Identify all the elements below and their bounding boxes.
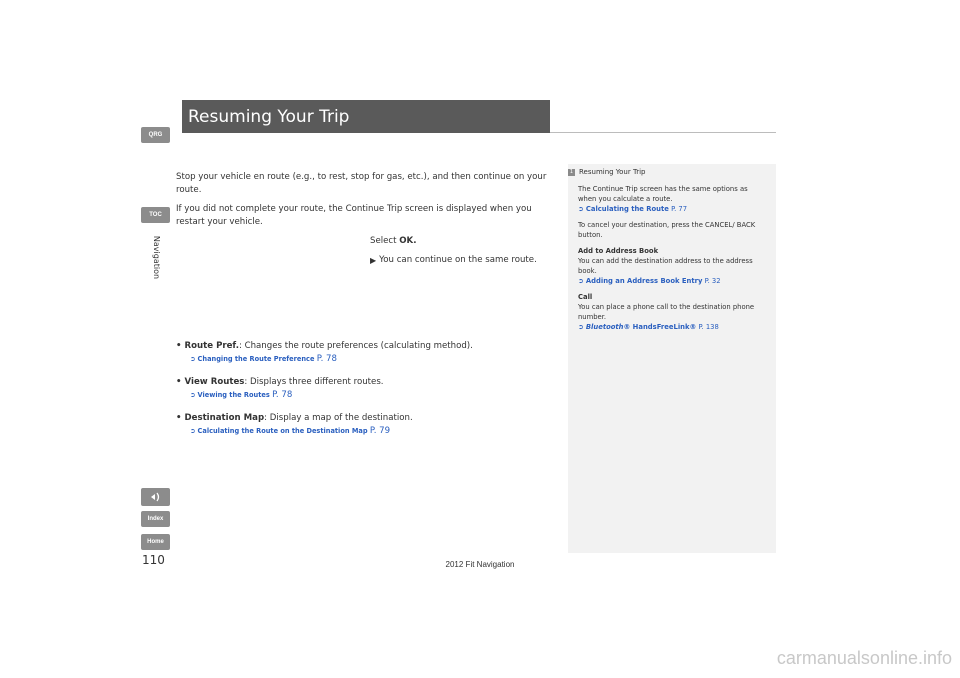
toc-tab[interactable]: TOC: [141, 207, 170, 223]
reference-arrow-icon: ➲: [190, 391, 196, 399]
sidebar-note: Add to Address Book You can add the destination address to the address book. ➲ Adding an Address Book Entry P. 32: [578, 247, 753, 285]
footer-text: 2012 Fit Navigation: [445, 560, 515, 569]
title-divider: [550, 132, 776, 133]
main-content: [176, 171, 551, 267]
result-arrow-icon: ▶: [370, 256, 377, 265]
reference-arrow-icon: ➲: [190, 427, 196, 435]
reference-arrow-icon: ➲: [578, 277, 584, 285]
page-number: 110: [142, 553, 165, 567]
note-marker-icon: 1: [569, 169, 574, 175]
cross-reference-link[interactable]: Bluetooth® HandsFreeLink®: [585, 323, 697, 331]
sidebar-notes: [568, 164, 776, 553]
continue-paragraph: If you did not complete your route, the Continue Trip screen is displayed when you restart your vehicle.: [176, 204, 532, 227]
home-button[interactable]: Home: [141, 534, 170, 550]
intro-paragraph: Stop your vehicle en route (e.g., to rest, stop for gas, etc.), and then continue on your route.: [176, 172, 547, 195]
list-item: • Destination Map: Display a map of the destination. ➲ Calculating the Route on the Destination Map P. 79: [176, 412, 556, 438]
voice-command-button[interactable]: [141, 488, 170, 506]
list-item: • Route Pref.: Changes the route preferences (calculating method). ➲ Changing the Route Preference P. 78: [176, 340, 556, 366]
cross-reference-link[interactable]: ➲ Viewing the Routes P. 78: [190, 390, 293, 400]
step-result: ▶ You can continue on the same route.: [370, 255, 537, 265]
step-block: [370, 235, 551, 267]
watermark: carmanualsonline.info: [776, 648, 952, 668]
option-list: [176, 340, 556, 448]
reference-arrow-icon: ➲: [190, 355, 196, 363]
step-select: Select OK.: [370, 236, 417, 246]
sidebar-heading: 1 Resuming Your Trip: [569, 168, 646, 176]
cross-reference-link[interactable]: ➲ Changing the Route Preference P. 78: [190, 354, 337, 364]
sidebar-note: The Continue Trip screen has the same options as when you calculate a route. ➲ Calculating the Route P. 77: [578, 185, 748, 213]
qrg-tab[interactable]: QRG: [141, 127, 170, 143]
ok-option: OK.: [399, 236, 417, 246]
reference-arrow-icon: ➲: [578, 323, 584, 331]
reference-arrow-icon: ➲: [578, 205, 584, 213]
cross-reference-link[interactable]: Calculating the Route: [585, 205, 669, 213]
cross-reference-link[interactable]: Adding an Address Book Entry: [585, 277, 703, 285]
section-label: Navigation: [152, 235, 162, 279]
cross-reference-link[interactable]: ➲ Calculating the Route on the Destination Map P. 79: [190, 426, 391, 436]
index-button[interactable]: Index: [141, 511, 170, 527]
page-title: Resuming Your Trip: [182, 100, 550, 133]
sidebar-note: To cancel your destination, press the CANCEL/ BACK button.: [578, 221, 756, 239]
voice-command-icon: [149, 491, 163, 503]
list-item: • View Routes: Displays three different routes. ➲ Viewing the Routes P. 78: [176, 376, 556, 402]
sidebar-note: Call You can place a phone call to the destination phone number. ➲ Bluetooth® HandsFreeLink® P. 138: [578, 293, 755, 331]
